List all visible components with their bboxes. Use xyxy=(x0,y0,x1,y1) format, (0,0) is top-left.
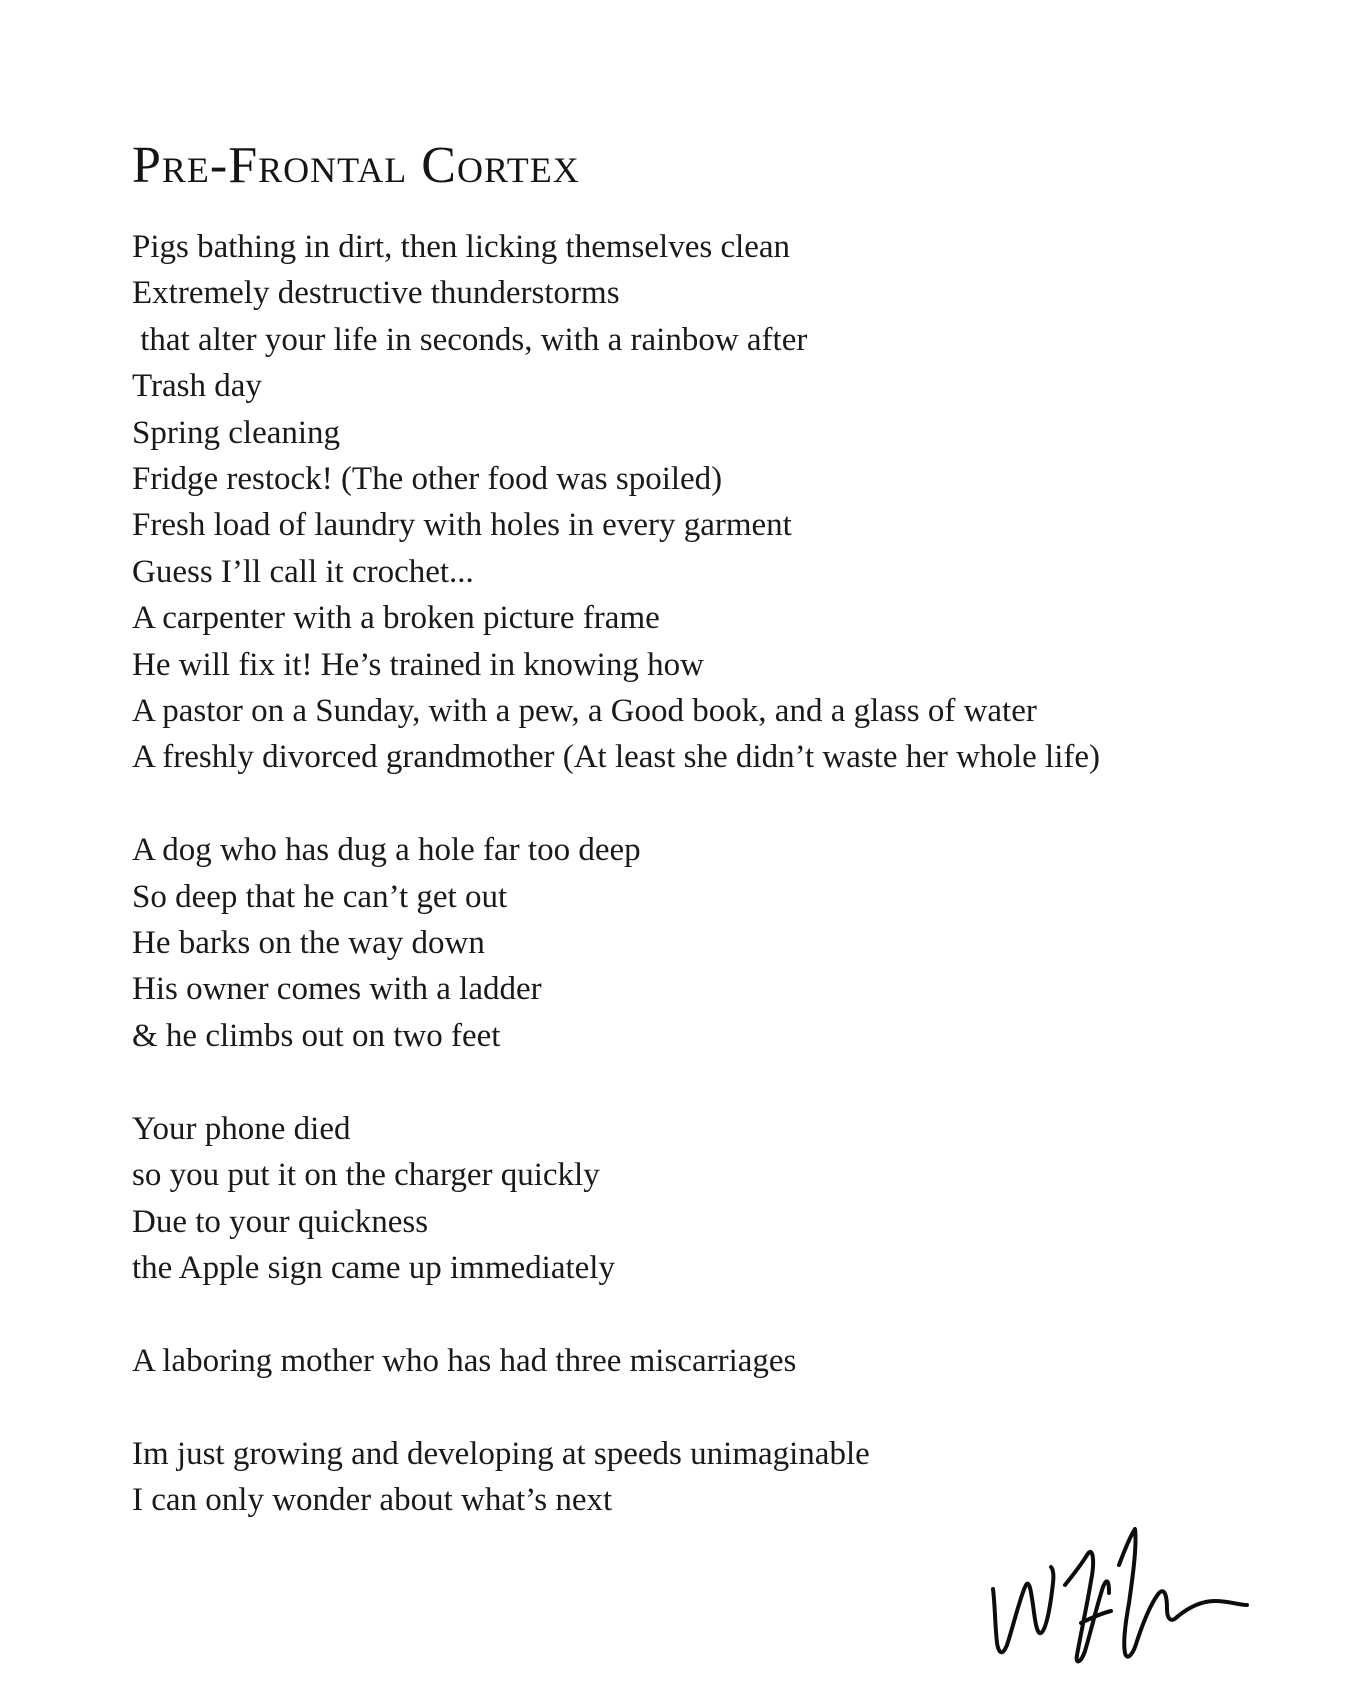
poem-line: Fresh load of laundry with holes in every garment xyxy=(132,507,792,544)
stanza-3 xyxy=(132,1106,1282,1292)
poem-line: A carpenter with a broken picture frame xyxy=(132,600,660,637)
poem-line: Pigs bathing in dirt, then licking themselves clean xyxy=(132,229,791,265)
poem-line: & he climbs out on two feet xyxy=(132,1017,501,1054)
poem-line: A dog who has dug a hole far too deep xyxy=(132,832,641,869)
poem-line: Spring cleaning xyxy=(132,414,341,451)
poem-line: the Apple sign came up immediately xyxy=(132,1249,615,1286)
poem-line: A freshly divorced grandmother (At least she didn’t waste her whole life) xyxy=(132,739,1101,776)
poem-line: Guess I’ll call it crochet... xyxy=(132,553,474,590)
poem-line: Fridge restock! (The other food was spoiled) xyxy=(132,461,723,498)
poem-body xyxy=(132,224,1282,1570)
poem-line: A laboring mother who has had three miscarriages xyxy=(132,1342,797,1379)
poem-line: So deep that he can’t get out xyxy=(132,878,508,915)
poem-line: A pastor on a Sunday, with a pew, a Good book, and a glass of water xyxy=(132,693,1037,730)
poem-line: that alter your life in seconds, with a rainbow after xyxy=(132,321,808,358)
stanza-2 xyxy=(132,827,1282,1059)
handwritten-signature-icon xyxy=(985,1505,1265,1675)
stanza-4 xyxy=(132,1338,1282,1384)
poem-line: I can only wonder about what’s next xyxy=(132,1481,613,1518)
poem-line: His owner comes with a ladder xyxy=(132,971,542,1008)
poem-line: Im just growing and developing at speeds unimaginable xyxy=(132,1435,870,1472)
poem-line: Extremely destructive thunderstorms xyxy=(132,275,620,312)
poem-line: so you put it on the charger quickly xyxy=(132,1157,600,1194)
poem-line: Due to your quickness xyxy=(132,1203,429,1240)
poem-line: He will fix it! He’s trained in knowing how xyxy=(132,646,704,683)
poem-line: Your phone died xyxy=(132,1110,351,1147)
stanza-1 xyxy=(132,224,1282,781)
poem-line: Trash day xyxy=(132,368,262,405)
poem-line: He barks on the way down xyxy=(132,925,485,962)
poem-title: Pre-Frontal Cortex xyxy=(132,137,580,194)
